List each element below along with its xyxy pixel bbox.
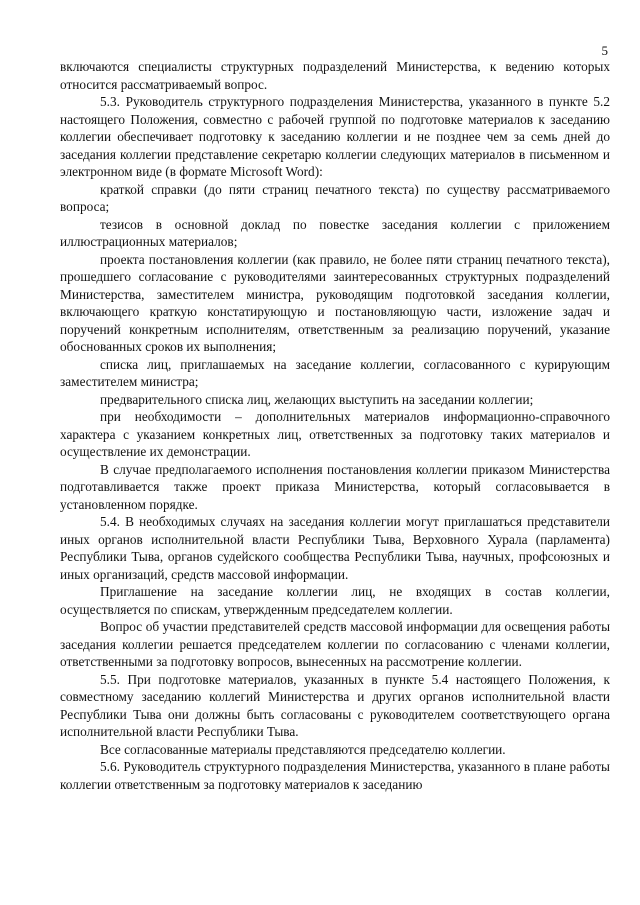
list-item-draft-resolution: проекта постановления коллегии (как правило, не более пяти страниц печатного текста), прошедшего согласование с руководителями заинтересованных структурных подразделений Министерства, заместителем министра, руководящим подготовкой заседания коллегии, включающего краткую констатирующую и постановляющую части, изложение задач и поручений конкретным исполнителям, ответственным за реализацию поручений, указание обоснованных сроков их выполнения; [60,251,610,354]
paragraph-invitation: Приглашение на заседание коллегии лиц, не входящих в состав коллегии, осуществляется по спискам, утвержденным председателем коллегии. [60,584,610,617]
list-item-invitees: списка лиц, приглашаемых на заседание коллегии, согласованного с курирующим заместителем министра; [60,356,610,389]
list-item-theses: тезисов в основной доклад по повестке заседания коллегии с приложением иллюстрационных материалов; [60,216,610,249]
list-item-speakers: предварительного списка лиц, желающих выступить на заседании коллегии; [100,391,534,407]
paragraph-5-4: 5.4. В необходимых случаях на заседания коллегии могут приглашаться представители иных органов исполнительной власти Республики Тыва, Верховного Хурала (парламента) Республики Тыва, органов судейского сообщества Республики Тыва, научных, профсоюзных и иных организаций, средств массовой информации. [60,514,610,582]
paragraph-media: Вопрос об участии представителей средств массовой информации для освещения работы заседания коллегии решается председателем коллегии по согласованию с членами коллегии, ответственными за подготовку вопросов, вынесенных на рассмотрение коллегии. [60,619,610,669]
paragraph-draft-order: В случае предполагаемого исполнения постановления коллегии приказом Министерства подготавливается также проект приказа Министерства, который согласовывается в установленном порядке. [60,461,610,512]
paragraph-5-3: 5.3. Руководитель структурного подразделения Министерства, указанного в пункте 5.2 настоящего Положения, совместно с рабочей группой по подготовке материалов к заседанию коллегии обеспечивает подготовку к заседанию коллегии и не позднее чем за семь дней до заседания коллегии представление секретарю коллегии следующих материалов в письменном и электронном виде (в формате Microsoft Word): [60,94,610,179]
paragraph-continuation: включаются специалисты структурных подразделений Министерства, к ведению которых относится рассматриваемый вопрос. [60,59,610,92]
list-item-brief-summary: краткой справки (до пяти страниц печатного текста) по существу рассматриваемого вопроса; [60,181,610,214]
paragraph-5-6: 5.6. Руководитель структурного подразделения Министерства, указанного в плане работы коллегии ответственным за подготовку материалов к заседанию [60,759,610,792]
page-number: 5 [601,43,608,58]
paragraph-agreed-materials: Все согласованные материалы представляются председателю коллегии. [100,741,506,757]
document-body [60,58,610,793]
paragraph-5-5: 5.5. При подготовке материалов, указанных в пункте 5.4 настоящего Положения, к совместному заседанию коллегий Министерства и других органов исполнительной власти Республики Тыва они должны быть согласованы с руководителем соответствующего органа исполнительной власти Республики Тыва. [60,671,610,739]
list-item-additional-materials: при необходимости – дополнительных материалов информационно-справочного характера с указанием конкретных лиц, ответственных за подготовку таких материалов и осуществление их демонстрации. [60,409,610,459]
